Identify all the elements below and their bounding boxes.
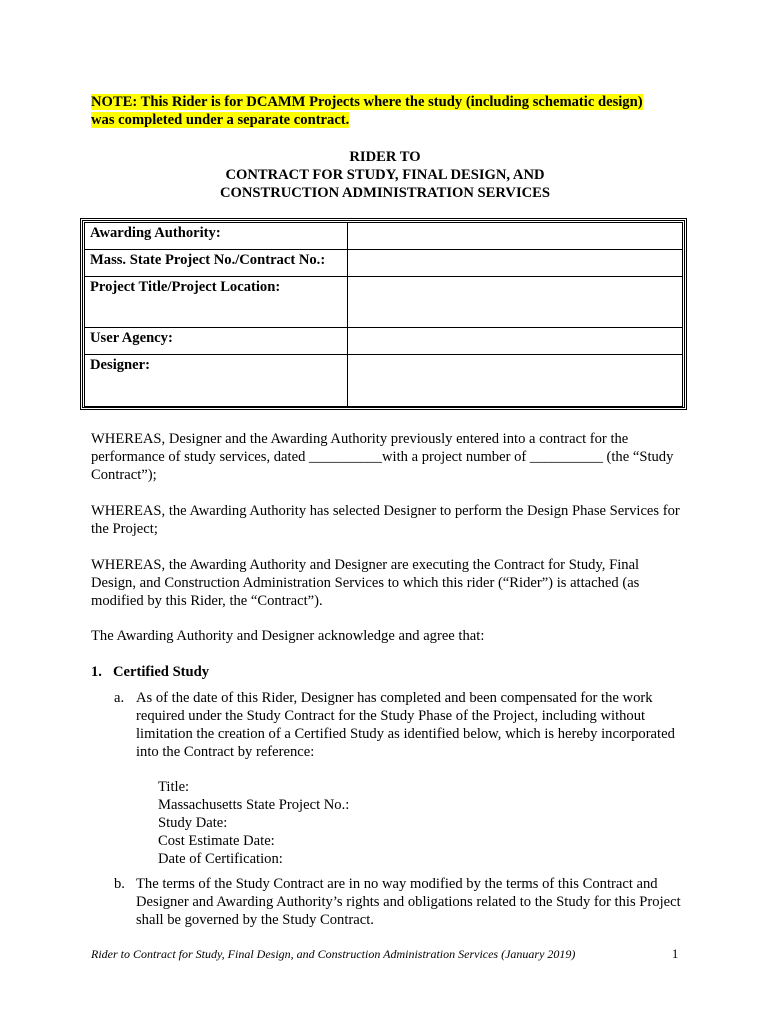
project-contract-no-field[interactable] [348,250,683,277]
table-row [85,250,683,277]
certification-date-field: Date of Certification: [158,851,283,867]
study-date-field: Study Date: [158,815,228,831]
study-title-field: Title: [158,779,190,795]
table-row [85,277,683,328]
section-title: Certified Study [113,664,210,680]
certified-study-fields [158,778,349,868]
title-line-3: CONSTRUCTION ADMINISTRATION SERVICES [219,185,551,201]
project-title-location-field[interactable] [348,277,683,328]
table-row [85,355,683,407]
whereas-paragraph-2: WHEREAS, the Awarding Authority has selected Designer to perform the Design Phase Services for the Project; [91,503,680,537]
rider-note [91,93,681,129]
project-title-location-label: Project Title/Project Location: [85,277,348,328]
acknowledge-paragraph: The Awarding Authority and Designer acknowledge and agree that: [91,628,485,644]
page-number: 1 [672,947,679,961]
awarding-authority-field[interactable] [348,223,683,250]
cost-estimate-date-field: Cost Estimate Date: [158,833,275,849]
item-marker: a. [114,690,125,706]
list-item [114,875,689,929]
list-item [114,689,689,761]
title-line-2: CONTRACT FOR STUDY, FINAL DESIGN, AND [225,167,545,183]
user-agency-field[interactable] [348,328,683,355]
title-line-1: RIDER TO [349,149,421,165]
awarding-authority-label: Awarding Authority: [85,223,348,250]
user-agency-label: User Agency: [85,328,348,355]
designer-field[interactable] [348,355,683,407]
project-contract-no-label: Mass. State Project No./Contract No.: [85,250,348,277]
item-text: The terms of the Study Contract are in no way modified by the terms of this Contract and Designer and Awarding Authority’s rights and obligations related to the Study for this Project shall be governed by the Study Contract. [136,876,681,928]
section-number: 1. [91,664,102,680]
designer-label: Designer: [85,355,348,407]
whereas-paragraph-3: WHEREAS, the Awarding Authority and Designer are executing the Contract for Study, Final Design, and Construction Administration Services to which this rider (“Rider”) is attached (as modified by this Rider, the “Contract”). [91,557,640,609]
table-row [85,223,683,250]
section-1-heading [91,663,209,681]
note-line-1: NOTE: This Rider is for DCAMM Projects where the study (including schematic design) [91,94,643,110]
page-footer: Rider to Contract for Study, Final Design, and Construction Administration Services (January 2019) [91,947,576,961]
table-row [85,328,683,355]
whereas-paragraph-1: WHEREAS, Designer and the Awarding Authority previously entered into a contract for the performance of study services, dated __________with a project number of __________ (the “Study Contract”); [91,431,674,483]
item-marker: b. [114,876,125,892]
state-project-no-field: Massachusetts State Project No.: [158,797,350,813]
project-info-table [84,222,683,407]
item-text: As of the date of this Rider, Designer has completed and been compensated for the work required under the Study Contract for the Study Phase of the Project, including without limitation the creation of a Certified Study as identified below, which is hereby incorporated into the Contract by reference: [136,690,675,760]
document-title [0,148,770,202]
note-line-2: was completed under a separate contract. [91,112,350,128]
